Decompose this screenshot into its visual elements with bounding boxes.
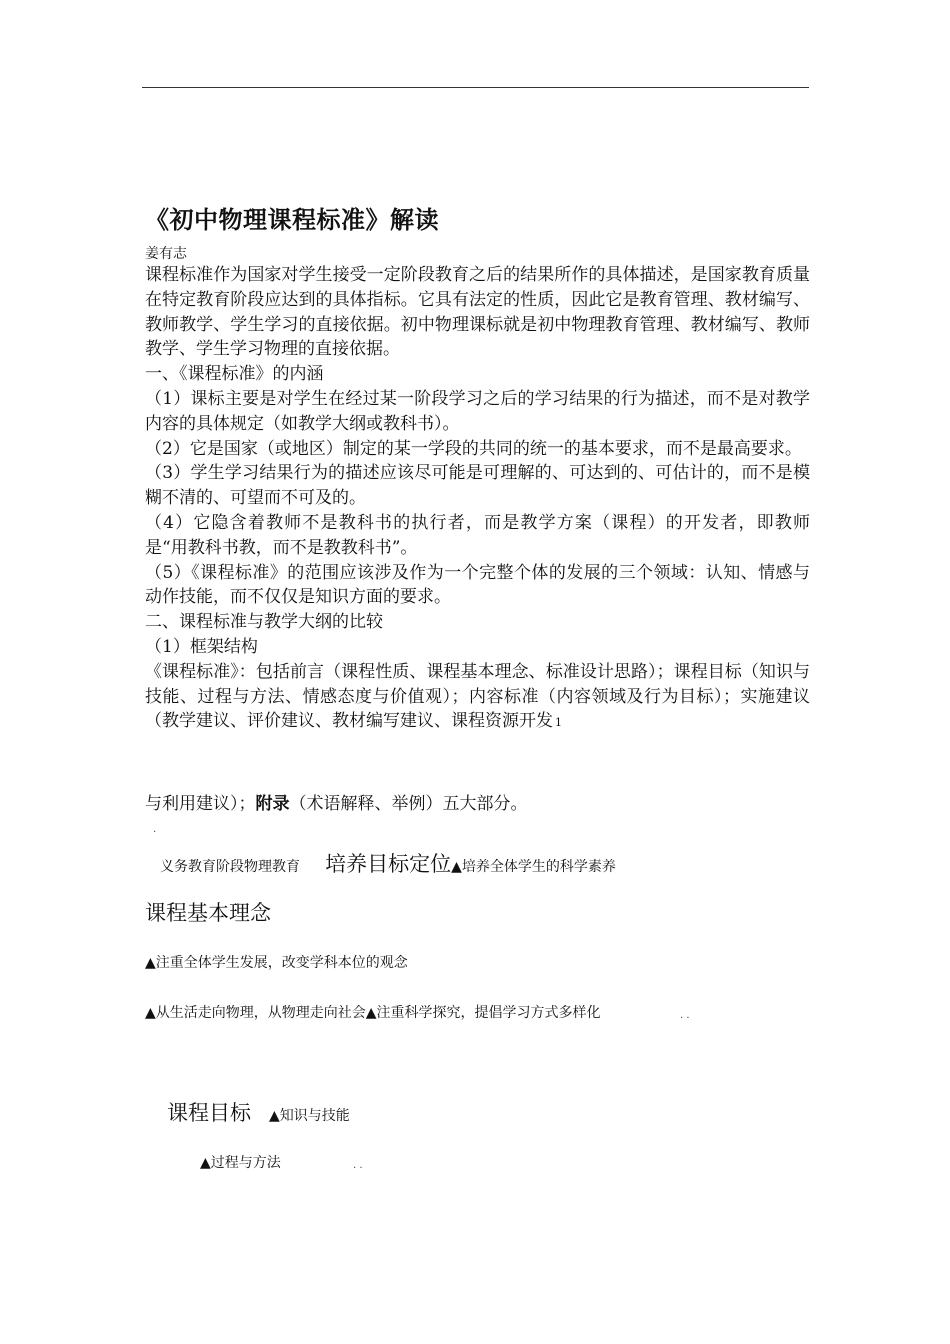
edu-stage-label: 义务教育阶段物理教育	[160, 859, 300, 875]
framework-continuation	[145, 789, 528, 814]
stray-dots: . .	[353, 1160, 363, 1171]
tail-suffix: （术语解释、举例）五大部分。	[289, 794, 528, 814]
section2-heading: 二、课程标准与教学大纲的比较	[145, 612, 383, 633]
stray-dot: .	[153, 824, 157, 835]
list-item: （2）它是国家（或地区）制定的某一学段的共同的统一的基本要求，而不是最高要求。	[145, 438, 802, 459]
goal-item: ▲知识与技能	[269, 1108, 350, 1124]
section1-heading: 一、《课程标准》的内涵	[145, 364, 324, 385]
subsection-heading: （1）框架结构	[145, 636, 258, 657]
goal-position-row	[160, 848, 616, 878]
list-item: （4）它隐含着教师不是教科书的执行者，而是教学方案（课程）的开发者，即教师是“用教科书教，而不是教教科书”。	[145, 512, 810, 558]
goal-position-item: ▲培养全体学生的科学素养	[451, 859, 616, 875]
document-body	[145, 263, 810, 736]
list-item: （5）《课程标准》的范围应该涉及作为一个完整个体的发展的三个领域：认知、情感与动作技能，而不仅仅是知识方面的要求。	[145, 562, 810, 608]
framework-paragraph	[145, 660, 810, 736]
goal-item: ▲过程与方法	[200, 1155, 281, 1171]
author-name: 姜有志	[145, 246, 187, 262]
course-goal-heading: 课程目标	[167, 1101, 251, 1125]
concept-item: ▲注重全体学生发展，改变学科本位的观念	[145, 955, 408, 971]
goal-position-heading: 培养目标定位	[325, 852, 452, 876]
intro-paragraph: 课程标准作为国家对学生接受一定阶段教育之后的结果所作的具体描述，是国家教育质量在特定教育阶段应达到的具体指标。它具有法定的性质，因此它是教育管理、教材编写、教师教学、学生学习的直接依据。初中物理课标就是初中物理教育管理、教材编写、教师教学、学生学习物理的直接依据。	[145, 265, 810, 360]
stray-dots: . .	[680, 1010, 690, 1021]
concept-heading: 课程基本理念	[145, 901, 271, 925]
appendix-label: 附录	[255, 794, 290, 814]
tail-prefix: 与利用建议）；	[145, 794, 256, 814]
framework-text: 《课程标准》：包括前言（课程性质、课程基本理念、标准设计思路）；课程目标（知识与技能、过程与方法、情感态度与价值观）；内容标准（内容领域及行为目标）；实施建议（教学建议、评价建议、教材编写建议、课程资源开发	[145, 661, 810, 732]
concept-item: ▲从生活走向物理，从物理走向社会▲注重科学探究，提倡学习方式多样化	[145, 1005, 601, 1021]
document-title: 《初中物理课程标准》解读	[145, 206, 439, 234]
header-rule	[142, 87, 809, 88]
page-number: 1	[555, 716, 562, 730]
list-item: （1）课标主要是对学生在经过某一阶段学习之后的学习结果的行为描述，而不是对教学内容的具体规定（如教学大纲或教科书）。	[145, 388, 810, 434]
list-item: （3）学生学习结果行为的描述应该尽可能是可理解的、可达到的、可估计的，而不是模糊不清的、可望而不可及的。	[145, 463, 810, 509]
course-goal-row	[167, 1097, 350, 1127]
